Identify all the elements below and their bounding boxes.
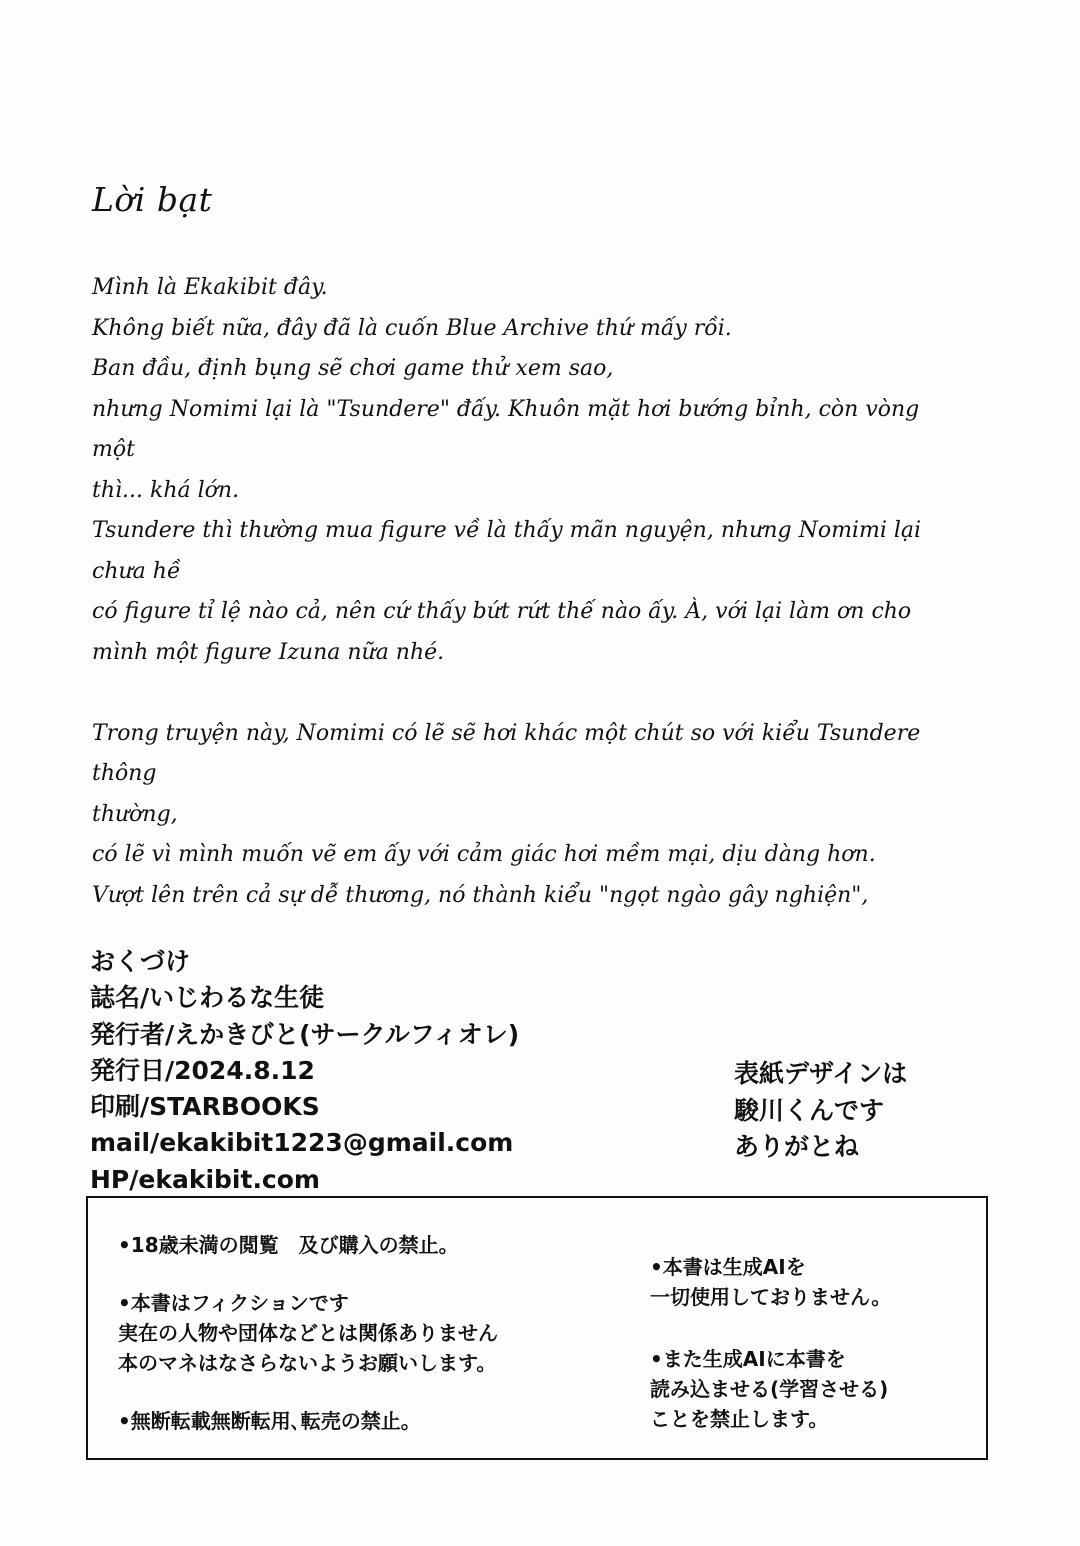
afterword-line: mình một figure Izuna nữa nhé. bbox=[92, 639, 445, 665]
cover-credit-line: 駿川くんです bbox=[734, 1095, 885, 1125]
notice-line: 一切使用しておりません。 bbox=[650, 1285, 892, 1309]
notice-line: •本書は生成AIを bbox=[650, 1255, 806, 1279]
afterword-line: Vượt lên trên cả sự dễ thương, nó thành kiểu "ngọt ngào gây nghiện", bbox=[92, 882, 869, 908]
notice-column-left bbox=[118, 1230, 498, 1464]
paragraph-gap bbox=[92, 673, 932, 714]
afterword-line: có lẽ vì mình muốn vẽ em ấy với cảm giác hơi mềm mại, dịu dàng hơn. bbox=[92, 842, 876, 867]
afterword-line: Ban đầu, định bụng sẽ chơi game thử xem sao, bbox=[92, 356, 614, 381]
notice-column-right bbox=[650, 1252, 891, 1466]
afterword-body bbox=[92, 268, 932, 916]
notice-line: •無断転載無断転用､転売の禁止。 bbox=[118, 1409, 421, 1433]
notice-box bbox=[86, 1196, 988, 1460]
cover-credit-line: 表紙デザインは bbox=[734, 1059, 908, 1088]
colophon-mail: mail/ekakibit1223@gmail.com bbox=[90, 1128, 514, 1158]
notice-line: •18歳未満の閲覧 及び購入の禁止。 bbox=[118, 1233, 459, 1257]
fiction-notice bbox=[118, 1288, 498, 1378]
afterword-line: có figure tỉ lệ nào cả, nên cứ thấy bứt rứt thế nào ấy. À, với lại làm ơn cho bbox=[92, 599, 912, 624]
notice-line: 読み込ませる(学習させる) bbox=[650, 1377, 889, 1401]
cover-credit-line: ありがとね bbox=[734, 1132, 860, 1161]
notice-line: •本書はフィクションです bbox=[118, 1291, 349, 1315]
afterword-line: Trong truyện này, Nomimi có lẽ sẽ hơi khác một chút so với kiểu Tsundere thông bbox=[92, 720, 928, 786]
colophon-date: 発行日/2024.8.12 bbox=[90, 1055, 315, 1085]
afterword-line: nhưng Nomimi lại là "Tsundere" đấy. Khuôn mặt hơi bướng bỉnh, còn vòng một bbox=[92, 396, 927, 462]
afterword-line: Mình là Ekakibit đây. bbox=[92, 275, 328, 300]
no-ai-used-notice bbox=[650, 1252, 891, 1312]
colophon bbox=[90, 944, 519, 1198]
notice-line: 本のマネはなさらないようお願いします。 bbox=[118, 1351, 497, 1375]
afterword-title: Lời bạt bbox=[92, 180, 213, 219]
notice-line: ことを禁止します。 bbox=[650, 1407, 829, 1431]
no-ai-training-notice bbox=[650, 1344, 891, 1434]
cover-design-credit bbox=[734, 1056, 907, 1166]
colophon-heading: おくづけ bbox=[90, 947, 191, 976]
afterword-line: Không biết nữa, đây đã là cuốn Blue Archive thứ mấy rồi. bbox=[92, 315, 732, 341]
afterword-line: thì... khá lớn. bbox=[92, 477, 240, 503]
notice-line: 実在の人物や団体などとは関係ありません bbox=[118, 1321, 498, 1345]
afterword-line: thường, bbox=[92, 801, 178, 827]
reprint-notice bbox=[118, 1406, 498, 1436]
colophon-publisher: 発行者/えかきびと(サークルフィオレ) bbox=[90, 1019, 520, 1049]
colophon-printer: 印刷/STARBOOKS bbox=[90, 1092, 320, 1122]
notice-line: •また生成AIに本書を bbox=[650, 1347, 846, 1371]
afterword-line: Tsundere thì thường mua figure về là thấy mãn nguyện, nhưng Nomimi lại chưa hề bbox=[92, 518, 929, 584]
age-restriction-notice bbox=[118, 1230, 498, 1260]
colophon-title: 誌名/いじわるな生徒 bbox=[90, 983, 325, 1013]
colophon-homepage: HP/ekakibit.com bbox=[90, 1164, 320, 1194]
